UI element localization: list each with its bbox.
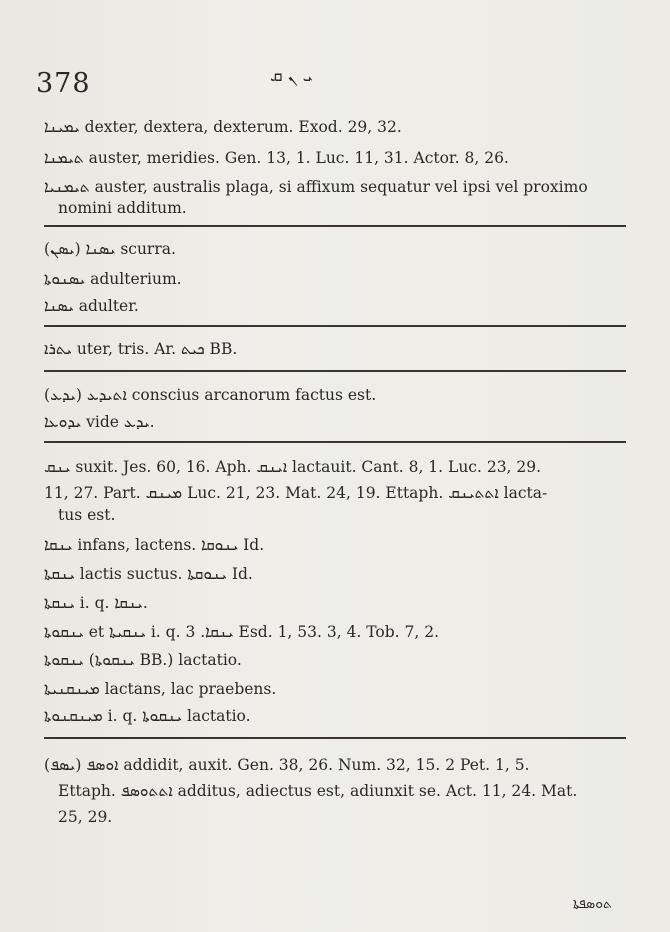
entry-line: (ܝܕܥ) ܐܬܝܕܥ conscius arcanorum factus est. bbox=[44, 386, 377, 404]
entry-line: ܝܬܪܐ uter, tris. Ar. ܟܝܬ BB. bbox=[44, 340, 238, 358]
entry-line: ܝܕܘܥܐ vide ܝܕܥ. bbox=[44, 413, 155, 431]
catchword: ܬܘܣܦܬܐ bbox=[573, 896, 612, 912]
entry-line: ܬܝܡܢܐ auster, meridies. Gen. 13, 1. Luc. 11, 31. Actor. 8, 26. bbox=[44, 149, 509, 167]
page-number: 378 bbox=[36, 68, 91, 99]
entry-line: tus est. bbox=[58, 506, 116, 524]
entry-line: ܝܢܩܬܐ lactis suctus. ܝܢܘܩܬܐ Id. bbox=[44, 565, 253, 583]
section-rule bbox=[44, 225, 626, 227]
entry-line: 25, 29. bbox=[58, 808, 113, 826]
entry-line: ܡܝܢܩܢܘܬܐ i. q. ܝܢܩܘܬܐ lactatio. bbox=[44, 707, 251, 725]
section-rule bbox=[44, 441, 626, 443]
entry-line: ܝܣܢܐ adulter. bbox=[44, 297, 139, 315]
section-rule bbox=[44, 370, 626, 372]
running-header: ܝ ܢ ܩ bbox=[270, 66, 313, 86]
entry-line: ܝܢܩ suxit. Jes. 60, 16. Aph. ܐܝܢܩ lactauit. Cant. 8, 1. Luc. 23, 29. bbox=[44, 458, 542, 476]
entry-line: (ܝܣܢ) ܝܣܢܐ scurra. bbox=[44, 240, 176, 258]
entry-line: ܝܡܝܢܐ dexter, dextera, dexterum. Exod. 29, 32. bbox=[44, 118, 402, 136]
entry-line: (ܝܣܦ) ܐܘܣܦ addidit, auxit. Gen. 38, 26. Num. 32, 15. 2 Pet. 1, 5. bbox=[44, 756, 530, 774]
entry-line: ܝܢܩܬܐ i. q. ܝܢܩܐ. bbox=[44, 594, 148, 612]
entry-line: ܝܢܩܘܬܐ et ܝܢܩܝܬܐ i. q. ܝܢܩܐ. 3 Esd. 1, 53. 3, 4. Tob. 7, 2. bbox=[44, 623, 440, 641]
entry-line: ܡܝܢܩܢܝܬܐ lactans, lac praebens. bbox=[44, 680, 277, 698]
entry-line: nomini additum. bbox=[58, 199, 187, 217]
entry-line: ܬܝܡܢܝܐ auster, australis plaga, si affixum sequatur vel ipsi vel proximo bbox=[44, 178, 588, 196]
entry-line: Ettaph. ܐܬܬܘܣܦ additus, adiectus est, adiunxit se. Act. 11, 24. Mat. bbox=[58, 782, 578, 800]
entry-line: 11, 27. Part. ܡܝܢܩ Luc. 21, 23. Mat. 24, 19. Ettaph. ܐܬܬܝܢܩ lacta- bbox=[44, 484, 548, 502]
section-rule bbox=[44, 325, 626, 327]
entry-line: ܝܢܩܘܬܐ (ܝܢܩܘܬܐ BB.) lactatio. bbox=[44, 651, 242, 669]
entry-line: ܝܢܩܐ infans, lactens. ܝܢܘܩܐ Id. bbox=[44, 536, 265, 554]
entry-line: ܝܣܢܘܬܐ adulterium. bbox=[44, 270, 182, 288]
section-rule bbox=[44, 737, 626, 739]
